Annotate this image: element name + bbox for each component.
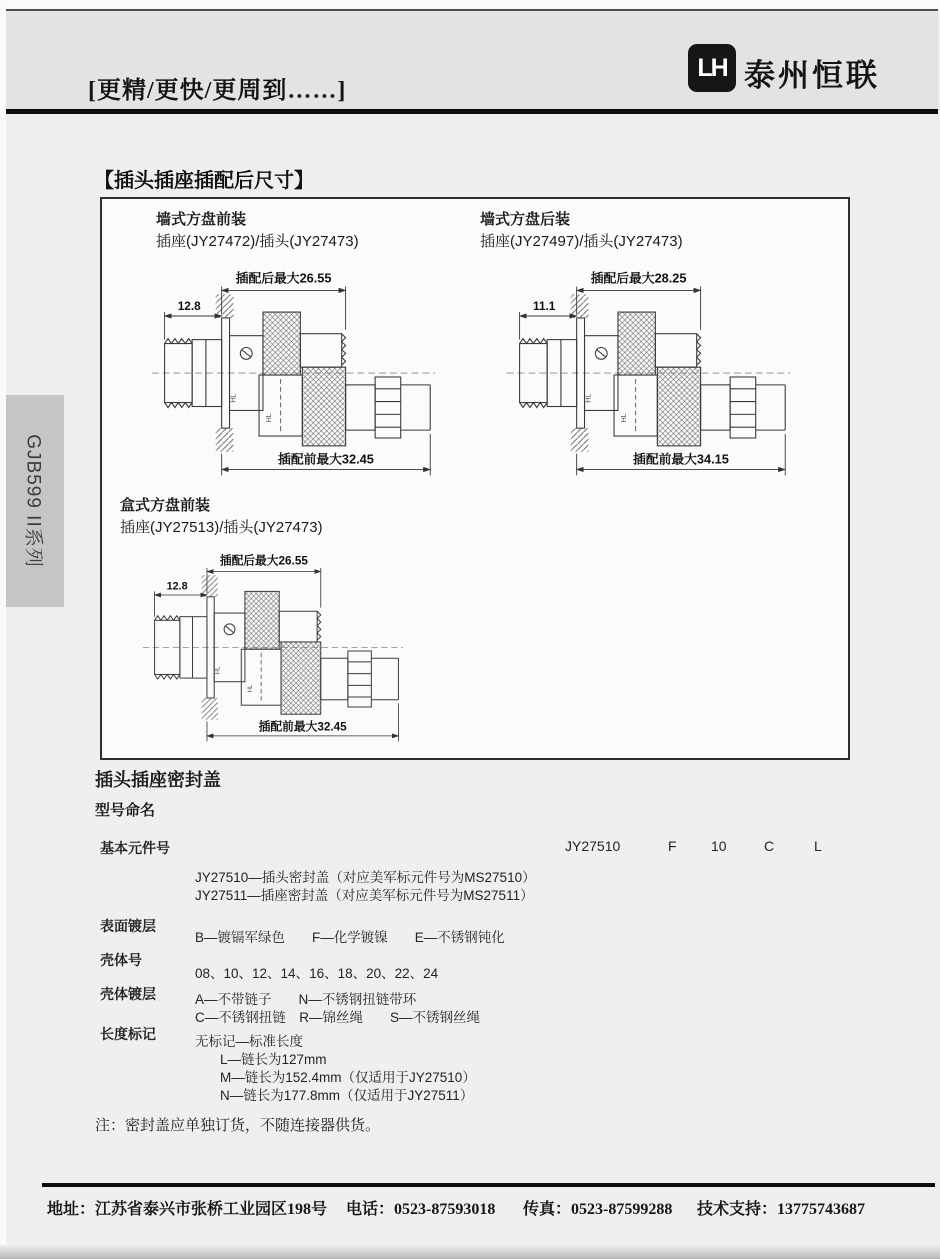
cable-grommet	[730, 377, 756, 438]
length-mark-line: N—链长为177.8mm（仅适用于JY27511）	[220, 1088, 474, 1103]
drawings-box	[100, 197, 850, 760]
base-part-desc-line: JY27510—插头密封盖（对应美军标元件号为MS27510）	[195, 870, 536, 885]
svg-text:HL: HL	[265, 413, 273, 423]
svg-text:HL: HL	[247, 684, 255, 693]
figure-1-caption	[156, 209, 359, 253]
connector-section-drawing	[495, 255, 800, 486]
footer-address: 地址：江苏省泰兴市张桥工业园区198号	[47, 1201, 328, 1218]
thread-serration	[155, 616, 180, 621]
cable-grommet	[348, 651, 371, 707]
plug-shell	[300, 334, 341, 367]
header-divider	[6, 109, 938, 114]
thread-serration	[342, 334, 346, 365]
shell-plating-options-line: A—不带链子 N—不锈钢扭链带环	[195, 992, 417, 1007]
page-edge-bottom	[0, 1245, 940, 1259]
dim-unmated-max: 插配前最大32.45	[278, 451, 374, 467]
thread-serration	[520, 339, 548, 344]
connector-cross-section	[152, 294, 435, 451]
backnut-knurl	[281, 642, 321, 714]
dim-unmated-max: 插配前最大34.15	[633, 451, 729, 467]
dim-mated-max: 插配后最大26.55	[235, 270, 332, 286]
figure-1-subtitle: 插座(JY27472)/插头(JY27473)	[156, 233, 359, 250]
thread-serration	[317, 611, 321, 640]
base-part-label: 基本元件号	[100, 840, 170, 856]
thread-serration	[155, 674, 180, 679]
shell-size-label: 壳体号	[100, 952, 142, 968]
figure-2-caption	[480, 209, 683, 253]
section-title: 【插头插座插配后尺寸】	[94, 170, 314, 192]
figure-1-title: 墙式方盘前装	[156, 211, 247, 228]
thread-serration	[520, 403, 548, 408]
backnut-knurl	[302, 367, 345, 446]
length-mark-label: 长度标记	[100, 1026, 156, 1042]
svg-text:HL: HL	[214, 666, 222, 675]
shell-size-options: 08、10、12、14、16、18、20、22、24	[195, 966, 439, 981]
hl-marking	[215, 666, 255, 693]
header-slogan: [更精/更快/更周到……]	[88, 78, 347, 104]
connector-section-drawing	[140, 255, 445, 486]
wall-hatch	[202, 575, 218, 597]
wall-hatch	[216, 428, 234, 452]
figure-3-subtitle: 插座(JY27513)/插头(JY27473)	[120, 519, 323, 536]
dim-unmated-max: 插配前最大32.45	[258, 720, 347, 734]
connector-section-drawing	[132, 539, 412, 751]
thread-serration	[165, 403, 193, 408]
figure-2-drawing	[495, 255, 800, 486]
page-edge-top	[0, 0, 940, 9]
svg-text:HL: HL	[585, 393, 593, 403]
dim-panel-offset: 11.1	[533, 299, 556, 314]
wall-hatch	[571, 428, 589, 452]
code-part-plating: F	[668, 838, 677, 854]
svg-text:HL: HL	[620, 413, 628, 423]
thread-serration	[165, 339, 193, 344]
coupling-nut-knurl	[263, 312, 300, 375]
figure-3-caption	[120, 495, 323, 539]
surface-plating-options: B—镀镉军绿色 F—化学镀镍 E—不锈钢钝化	[195, 930, 505, 945]
plug-shell	[279, 611, 317, 642]
naming-title: 型号命名	[95, 802, 156, 819]
order-note: 注：密封盖应单独订货，不随连接器供货。	[95, 1117, 381, 1134]
brand-logo-icon: LH	[688, 44, 736, 92]
connector-cross-section	[507, 294, 790, 451]
connector-cross-section	[143, 575, 403, 720]
coupling-nut-knurl	[245, 591, 279, 649]
surface-plating-label: 表面镀层	[100, 918, 156, 934]
length-mark-line: 无标记—标准长度	[195, 1034, 303, 1049]
figure-1-drawing	[140, 255, 445, 486]
figure-2-title: 墙式方盘后装	[480, 211, 571, 228]
hl-marking	[230, 394, 272, 423]
wall-hatch	[216, 294, 234, 318]
footer-support: 技术支持：13775743687	[697, 1201, 866, 1218]
svg-text:HL: HL	[230, 393, 238, 403]
hl-marking	[585, 394, 627, 423]
coupling-nut-knurl	[618, 312, 655, 375]
footer-phone: 电话：0523-87593018	[346, 1201, 496, 1218]
dim-panel-offset: 12.8	[177, 299, 201, 314]
series-side-tab	[6, 395, 64, 607]
plug-shell	[655, 334, 696, 367]
series-label: GJB599 II系列	[22, 434, 44, 568]
dim-panel-offset: 12.8	[166, 580, 188, 593]
cable-grommet	[375, 377, 401, 438]
cable-adapter	[701, 385, 731, 430]
dim-mated-max: 插配后最大28.25	[590, 270, 687, 286]
length-mark-line: L—链长为127mm	[220, 1052, 327, 1067]
shell-plating-options-line: C—不锈钢扭链 R—锦丝绳 S—不锈钢丝绳	[195, 1010, 481, 1025]
code-part-shell-size: 10	[711, 838, 727, 854]
footer-fax: 传真：0523-87599288	[523, 1201, 673, 1218]
brand-name: 泰州恒联	[744, 58, 880, 93]
page-edge-left	[0, 0, 6, 1259]
backnut-knurl	[657, 367, 700, 446]
figure-2-subtitle: 插座(JY27497)/插头(JY27473)	[480, 233, 683, 250]
seal-section-title: 插头插座密封盖	[95, 770, 221, 790]
thread-serration	[697, 334, 701, 365]
code-part-series: JY27510	[565, 838, 621, 854]
base-part-desc-line: JY27511—插座密封盖（对应美军标元件号为MS27511）	[195, 888, 534, 903]
code-part-chain: C	[764, 838, 775, 854]
wall-hatch	[571, 294, 589, 318]
footer-divider	[42, 1183, 935, 1187]
dim-mated-max: 插配后最大26.55	[219, 554, 308, 568]
wall-hatch	[202, 698, 218, 720]
figure-3-drawing	[132, 539, 412, 751]
length-mark-line: M—链长为152.4mm（仅适用于JY27510）	[220, 1070, 476, 1085]
cable-adapter	[346, 385, 376, 430]
code-part-length: L	[814, 838, 822, 854]
shell-plating-label: 壳体镀层	[100, 986, 156, 1002]
figure-3-title: 盒式方盘前装	[120, 497, 211, 514]
cable-adapter	[321, 658, 348, 700]
